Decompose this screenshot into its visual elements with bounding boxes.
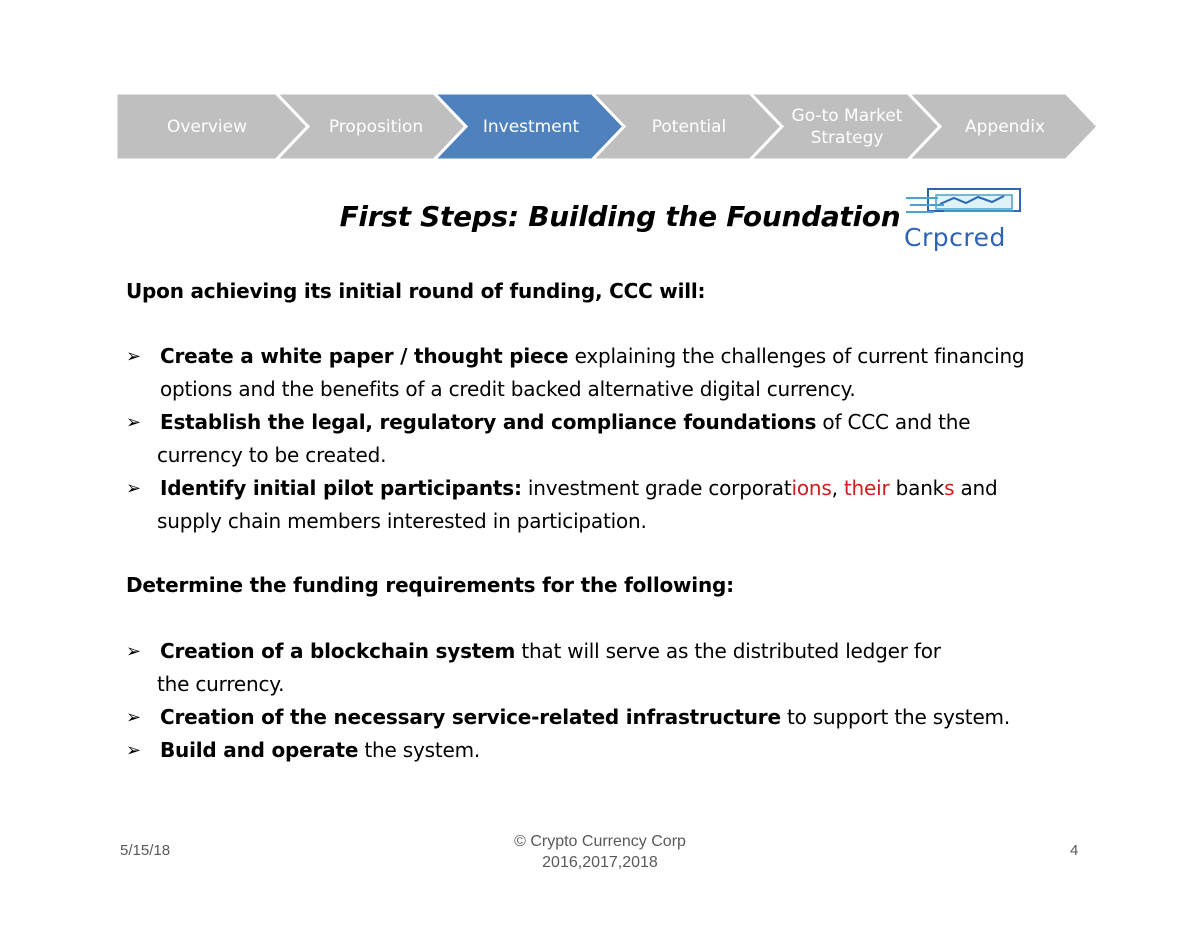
- section-nav: [116, 93, 1100, 160]
- bullet-text: of CCC and the: [816, 410, 971, 434]
- bullet-continuation: options and the benefits of a credit backed alternative digital currency.: [160, 377, 856, 401]
- nav-item-investment[interactable]: Investment: [482, 116, 580, 137]
- highlighted-text: s: [944, 476, 955, 500]
- bullet-text: that will serve as the distributed ledger for: [515, 639, 941, 663]
- nav-item-goto-market[interactable]: Go-to Market Strategy: [791, 105, 903, 148]
- nav-item-overview[interactable]: Overview: [166, 116, 248, 137]
- bullet-text: and: [954, 476, 998, 500]
- arrow-bullet-icon: ➢: [126, 346, 142, 367]
- section-heading-funding: Upon achieving its initial round of funding, CCC will:: [126, 279, 706, 303]
- bullet-bold-text: Establish the legal, regulatory and compliance foundations: [160, 410, 817, 434]
- bullet-text: the system.: [358, 738, 481, 762]
- list-item: [126, 734, 1106, 767]
- bullet-line: [126, 472, 1106, 505]
- nav-item-proposition[interactable]: Proposition: [328, 116, 424, 137]
- highlighted-text: their: [843, 476, 890, 500]
- list-item: [126, 472, 1106, 538]
- list-item: [126, 635, 1106, 701]
- bullet-line: [126, 340, 1106, 373]
- bullet-text: to support the system.: [780, 705, 1010, 729]
- slide-title: First Steps: Building the Foundation: [339, 200, 901, 233]
- arrow-bullet-icon: ➢: [126, 478, 142, 499]
- page-number: 4: [1070, 842, 1079, 859]
- footer-date: 5/15/18: [120, 842, 171, 859]
- nav-item-potential[interactable]: Potential: [651, 116, 727, 137]
- bullet-continuation: currency to be created.: [157, 443, 387, 467]
- bullet-bold-text: Create a white paper / thought piece: [160, 344, 569, 368]
- bullet-line: [126, 635, 1106, 668]
- bullet-text: explaining the challenges of current financing: [568, 344, 1025, 368]
- card-chart-logo-icon: [904, 186, 1024, 226]
- bullet-line: [126, 734, 1106, 767]
- bullet-text: ,: [831, 476, 844, 500]
- footer-copyright: [440, 831, 760, 873]
- arrow-bullet-icon: ➢: [126, 641, 142, 662]
- bullet-line: [126, 701, 1106, 734]
- logo-text: Crpcred: [904, 223, 1006, 252]
- arrow-bullet-icon: ➢: [126, 412, 142, 433]
- highlighted-text: ions: [791, 476, 832, 500]
- bullet-continuation: the currency.: [157, 672, 285, 696]
- list-item: [126, 701, 1106, 734]
- copyright-years: 2016,2017,2018: [542, 854, 658, 871]
- list-item: [126, 406, 1106, 472]
- list-item: [126, 340, 1106, 406]
- arrow-bullet-icon: ➢: [126, 740, 142, 761]
- bullet-bold-text: Creation of the necessary service-related infrastructure: [160, 705, 781, 729]
- section-heading-requirements: Determine the funding requirements for the following:: [126, 573, 734, 597]
- nav-item-appendix[interactable]: Appendix: [964, 116, 1046, 137]
- bullet-continuation: supply chain members interested in participation.: [157, 509, 647, 533]
- bullet-text: bank: [889, 476, 945, 500]
- bullet-bold-text: Build and operate: [160, 738, 359, 762]
- bullet-bold-text: Creation of a blockchain system: [160, 639, 516, 663]
- bullet-line: [126, 406, 1106, 439]
- bullet-text: investment grade corporat: [521, 476, 792, 500]
- company-logo: [904, 186, 1024, 256]
- copyright-line: © Crypto Currency Corp: [514, 833, 686, 850]
- bullet-bold-text: Identify initial pilot participants:: [160, 476, 522, 500]
- arrow-bullet-icon: ➢: [126, 707, 142, 728]
